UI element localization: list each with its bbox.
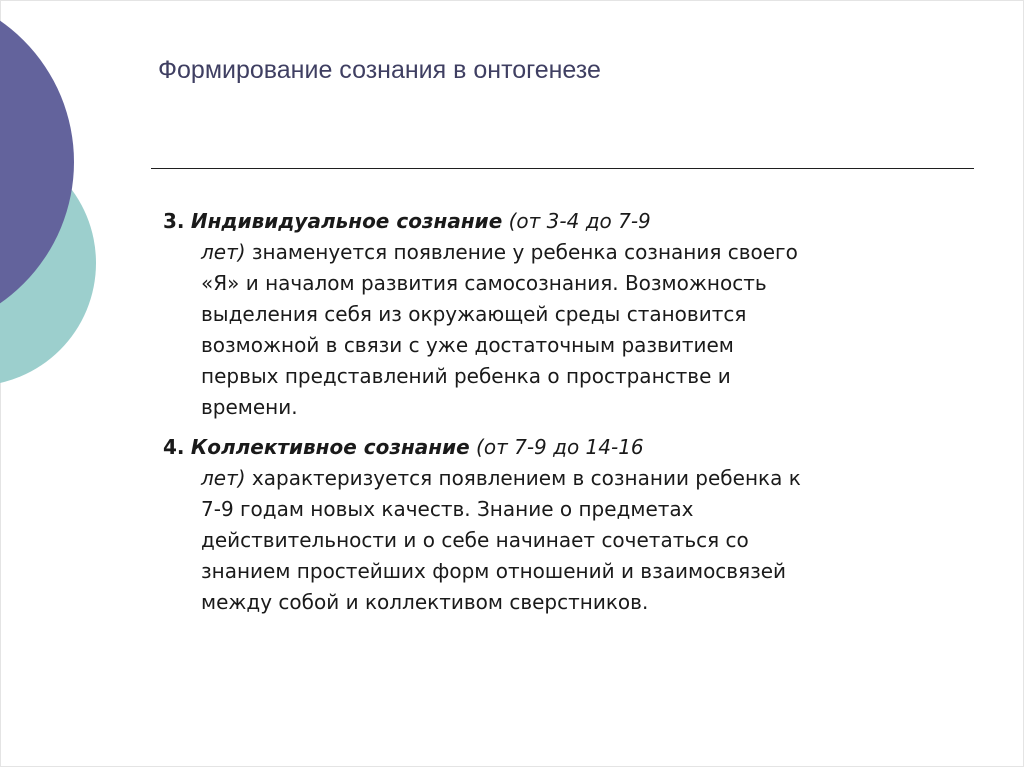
item-term: Индивидуальное сознание — [190, 209, 503, 233]
item-line: выделения себя из окружающей среды становится — [201, 302, 747, 326]
item-age-range: (от 3-4 до 7-9 — [508, 209, 651, 233]
item-line: знанием простейших форм отношений и взаимосвязей — [201, 559, 787, 583]
item-text: знаменуется появление у ребенка сознания своего — [245, 240, 798, 264]
item-number: 4. — [163, 435, 185, 459]
item-line: возможной в связи с уже достаточным развитием — [201, 333, 734, 357]
item-line: времени. — [201, 395, 298, 419]
item-line: между собой и коллективом сверстников. — [201, 590, 649, 614]
title-divider — [151, 168, 974, 169]
item-age-range: (от 7-9 до 14-16 — [476, 435, 644, 459]
item-line: первых представлений ребенка о пространстве и — [201, 364, 731, 388]
item-heading-line — [163, 432, 963, 463]
item-age-close: лет) — [201, 466, 246, 490]
item-line — [163, 463, 963, 494]
item-line — [163, 237, 963, 268]
slide-content — [163, 206, 963, 627]
item-term: Коллективное сознание — [190, 435, 470, 459]
slide-title: Формирование сознания в онтогенезе — [158, 56, 601, 84]
item-line: действительности и о себе начинает сочетаться со — [201, 528, 749, 552]
item-number: 3. — [163, 209, 185, 233]
item-line: «Я» и началом развития самосознания. Возможность — [201, 271, 767, 295]
item-age-close: лет) — [201, 240, 246, 264]
item-line: 7-9 годам новых качеств. Знание о предметах — [201, 497, 694, 521]
item-text: характеризуется появлением в сознании ребенка к — [245, 466, 801, 490]
list-item-collective-consciousness — [163, 432, 963, 618]
list-item-individual-consciousness — [163, 206, 963, 423]
item-heading-line — [163, 206, 963, 237]
